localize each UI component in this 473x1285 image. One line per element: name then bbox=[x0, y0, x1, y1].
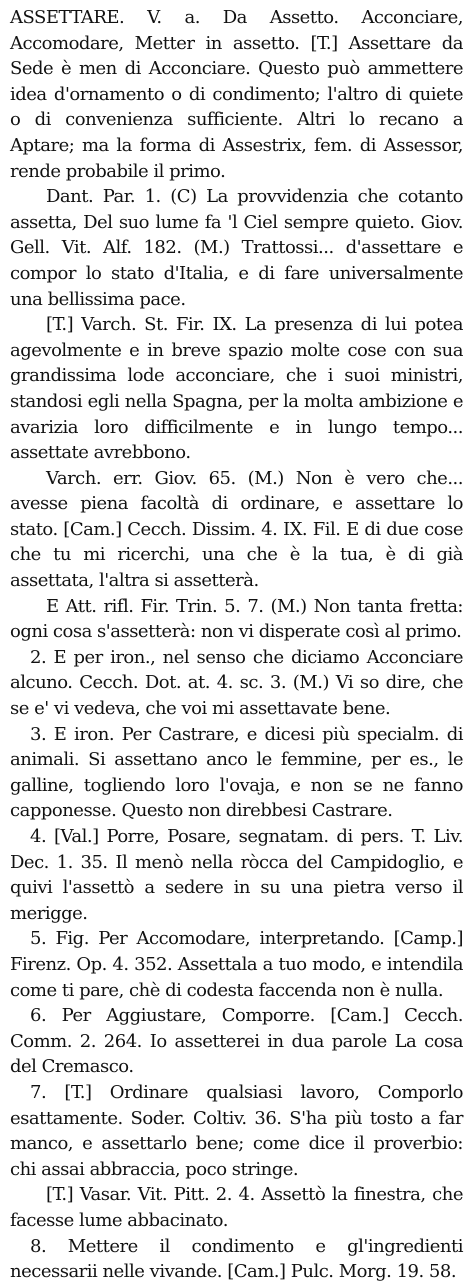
entry-citation-paragraph: [T.] Varch. St. Fir. IX. La presenza di lui potea agevolmente e in breve spazio molte cose con sua grandissima lode acconciare, che i suoi ministri, standosi egli nella Spagna, per la molta ambizione e avarizia loro difficilmente e in lungo tempo... assettate avrebbono. bbox=[10, 314, 463, 464]
entry-citation-paragraph: Dant. Par. 1. (C) La provvidenzia che cotanto assetta, Del suo lume fa 'l Ciel sempre quieto. Giov. Gell. Vit. Alf. 182. (M.) Trattossi... d'assettare e compor lo stato d'Italia, e di fare universalmente una bellissima pace. bbox=[10, 186, 463, 310]
entry-headword-paragraph: ASSETTARE. V. a. Da Assetto. Acconciare, Accomodare, Metter in assetto. [T.] Assettare da Sede è men di Acconciare. Questo può ammettere idea d'ornamento o di condimento; l'altro di quiete o di convenienza sufficiente. Altri lo recano a Aptare; ma la forma di Assestrix, fem. di Assessor, rende probabile il primo. bbox=[10, 7, 463, 182]
entry-citation-paragraph: [T.] Vasar. Vit. Pitt. 2. 4. Assettò la finestra, che facesse lume abbacinato. bbox=[10, 1184, 463, 1231]
entry-sense-3: 3. E iron. Per Castrare, e dicesi più specialm. di animali. Si assettano anco le femmine, per es., le galline, togliendo loro l'ovaja, e non se ne fanno capponesse. Questo non direbbesi Castrare. bbox=[10, 723, 463, 822]
entry-sense-8: 8. Mettere il condimento e gl'ingredienti necessarii nelle vivande. [Cam.] Pulc. Morg. 19. 58. bbox=[10, 1235, 463, 1283]
entry-sense-4: 4. [Val.] Porre, Posare, segnatam. di pers. T. Liv. Dec. 1. 35. Il menò nella ròcca del Campidoglio, e quivi l'assettò a sedere in su una pietra verso il merigge. bbox=[10, 826, 463, 924]
entry-sense-2: 2. E per iron., nel senso che diciamo Acconciare alcuno. Cecch. Dot. at. 4. sc. 3. (M.) Vi so dire, che se e' vi vedeva, che voi mi assettavate bene. bbox=[10, 646, 463, 720]
entry-sense-5: 5. Fig. Per Accomodare, interpretando. [Camp.] Firenz. Op. 4. 352. Assettala a tuo modo, e intendila come ti pare, chè di codesta faccenda non è nulla. bbox=[10, 928, 463, 1001]
entry-citation-paragraph: Varch. err. Giov. 65. (M.) Non è vero che... avesse piena facoltà di ordinare, e assettare lo stato. [Cam.] Cecch. Dissim. 4. IX. Fil. E di due cose che tu mi ricerchi, una che è la tua, è di già assettata, l'altra si assetterà. bbox=[10, 467, 463, 592]
entry-sense-7: 7. [T.] Ordinare qualsiasi lavoro, Comporlo esattamente. Soder. Coltiv. 36. S'ha più tosto a far manco, e assettarlo bene; come dice il proverbio: chi assai abbraccia, poco stringe. bbox=[10, 1081, 463, 1180]
entry-sense-6: 6. Per Aggiustare, Comporre. [Cam.] Cecch. Comm. 2. 264. Io assetterei in dua parole La cosa del Cremasco. bbox=[10, 1005, 463, 1078]
entry-reflexive-paragraph: E Att. rifl. Fir. Trin. 5. 7. (M.) Non tanta fretta: ogni cosa s'assetterà: non vi disperate così al primo. bbox=[10, 595, 463, 643]
